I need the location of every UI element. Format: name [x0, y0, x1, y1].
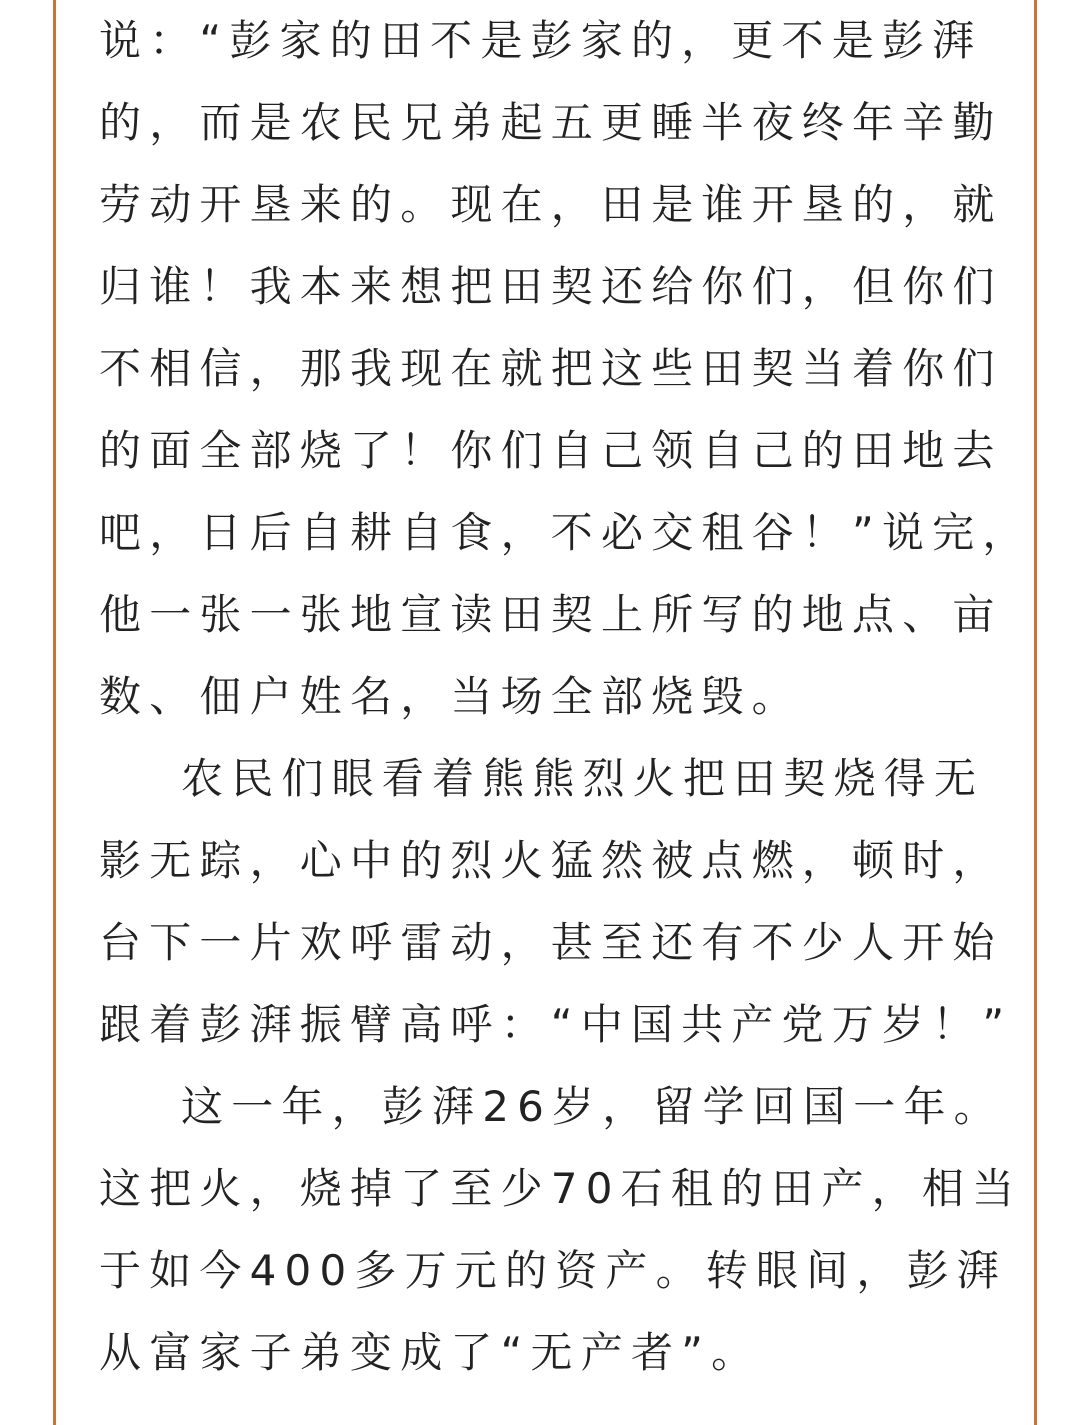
article-body — [99, 0, 1033, 1394]
text-line: 说：“彭家的田不是彭家的，更不是彭湃 — [99, 16, 983, 65]
right-border-line — [1034, 0, 1037, 1425]
text-line: 农民们眼看着熊熊烈火把田契烧得无 — [181, 754, 985, 803]
text-line: 他一张一张地宣读田契上所写的地点、亩 — [99, 590, 1003, 639]
paragraph-2 — [99, 738, 1013, 1066]
text-line: 的面全部烧了！你们自己领自己的田地去 — [99, 426, 1003, 475]
text-line: 的，而是农民兄弟起五更睡半夜终年辛勤 — [99, 98, 1003, 147]
text-line: 劳动开垦来的。现在，田是谁开垦的，就 — [99, 180, 1003, 229]
left-border-line — [53, 0, 56, 1425]
text-line: 台下一片欢呼雷动，甚至还有不少人开始 — [99, 918, 1003, 967]
paragraph-3 — [99, 1066, 1023, 1394]
text-line: 归谁！我本来想把田契还给你们，但你们 — [99, 262, 1003, 311]
text-line: 跟着彭湃振臂高呼：“中国共产党万岁！” — [99, 1000, 1013, 1049]
paragraph-1 — [99, 0, 1033, 738]
text-line: 于如今400多万元的资产。转眼间，彭湃 — [99, 1246, 1007, 1295]
text-line: 这把火，烧掉了至少70石租的田产，相当 — [99, 1164, 1023, 1213]
text-line: 不相信，那我现在就把这些田契当着你们 — [99, 344, 1003, 393]
text-line: 这一年，彭湃26岁，留学回国一年。 — [181, 1082, 1004, 1131]
text-line: 吧，日后自耕自食，不必交租谷！”说完， — [99, 508, 1033, 557]
text-line: 数、佃户姓名，当场全部烧毁。 — [99, 672, 802, 721]
text-line: 影无踪，心中的烈火猛然被点燃，顿时， — [99, 836, 1003, 885]
text-line: 从富家子弟变成了“无产者”。 — [99, 1328, 762, 1377]
